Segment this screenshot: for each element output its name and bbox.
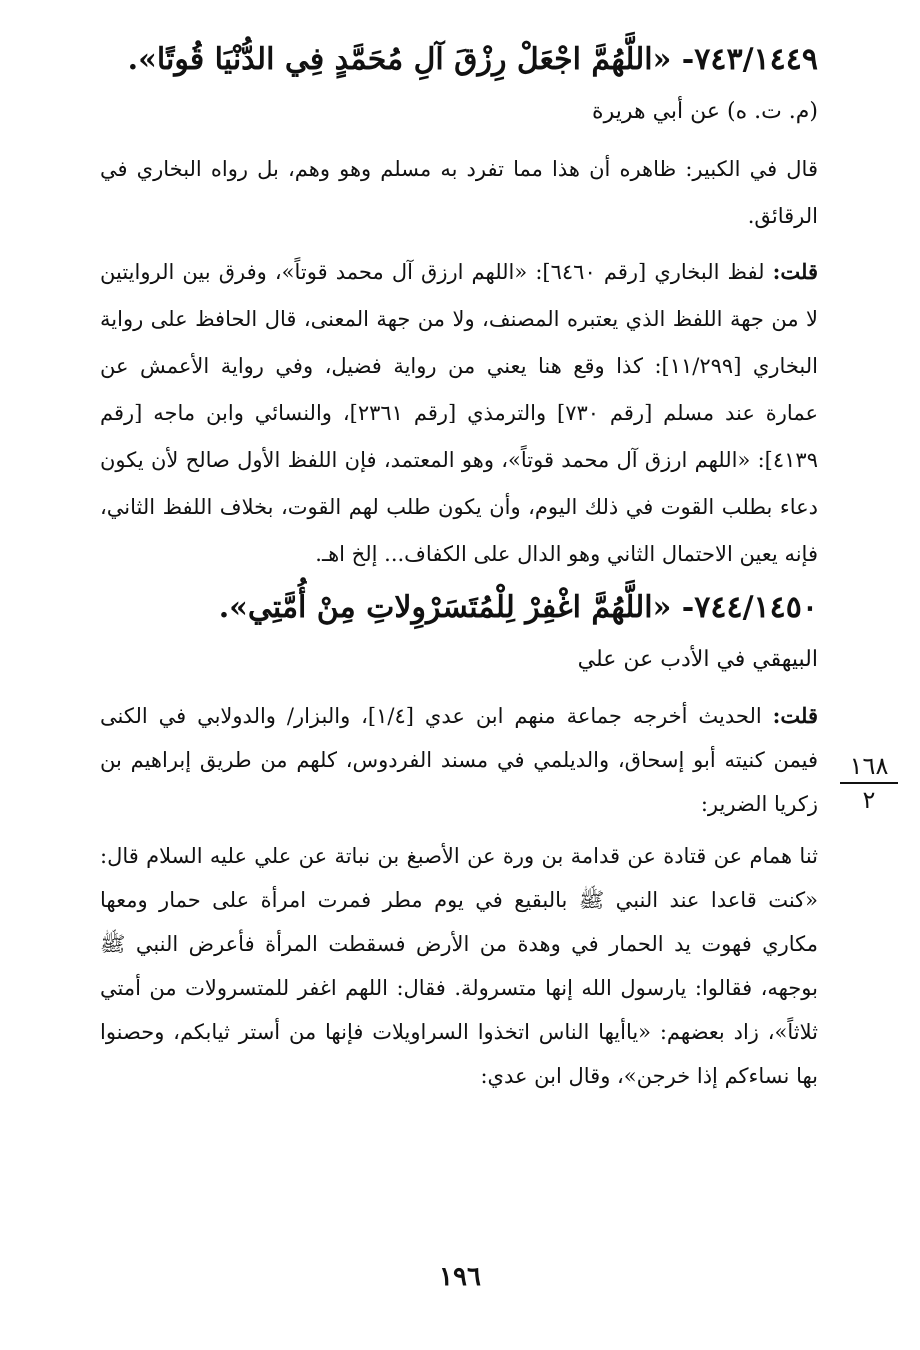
hadith-743-source: (م. ت. ه) عن أبي هريرة <box>592 99 818 124</box>
qultu-label: قلت: <box>772 703 818 728</box>
paragraph-qultu-takhrij <box>100 694 818 826</box>
margin-volume-marker <box>840 752 898 814</box>
hadith-743-heading: ٧٤٣/١٤٤٩- «اللَّهُمَّ اجْعَلْ رِزْقَ آلِ مُحَمَّدٍ فِي الدُّنْيَا قُوتًا». <box>127 42 818 77</box>
page-number: ١٩٦ <box>439 1262 481 1292</box>
margin-page-ref: ١٦٨ <box>840 752 898 784</box>
paragraph-text: الحديث أخرجه جماعة منهم ابن عدي [١/٤]، والبزار/ والدولابي في الكنى فيمن كنيته أبو إسحاق، والديلمي في مسند الفردوس، كلهم من طريق إبراهيم بن زكريا الضرير: <box>100 704 818 816</box>
hadith-744-heading: ٧٤٤/١٤٥٠- «اللَّهُمَّ اغْفِرْ لِلْمُتَسَرْوِلاتِ مِنْ أُمَّتِي». <box>218 590 818 625</box>
paragraph-qultu-bukhari <box>100 248 818 578</box>
paragraph-text: لفظ البخاري [رقم ٦٤٦٠]: «اللهم ارزق آل محمد قوتاً»، وفرق بين الروايتين لا من جهة اللفظ الذي يعتبره المصنف، ولا من جهة المعنى، قال الحافظ على رواية البخاري [١١/٢٩٩]: كذا وقع هنا يعني من رواية فضيل، وفي رواية الأعمش عن عمارة عند مسلم [رقم ٧٣٠] والترمذي [رقم ٢٣٦١]، والنسائي وابن ماجه [رقم ٤١٣٩]: «اللهم ارزق آل محمد قوتاً»، وهو المعتمد، فإن اللفظ الأول صالح لأن يكون دعاء بطلب القوت في ذلك اليوم، وأن يكون طلب لهم القوت، بخلاف اللفظ الثاني، فإنه يعين الاحتمال الثاني وهو الدال على الكفاف... إلخ اهـ. <box>100 260 818 566</box>
hadith-744-source: البيهقي في الأدب عن علي <box>577 647 818 672</box>
page-body <box>100 30 818 1340</box>
qultu-label: قلت: <box>772 259 818 284</box>
paragraph-isnad: ثنا همام عن قتادة عن قدامة بن ورة عن الأصبغ بن نباتة عن علي عليه السلام قال: «كنت قاعدا عند النبي ﷺ بالبقيع في يوم مطر فمرت امرأة على حمار ومعها مكاري فهوت يد الحمار في وهدة من الأرض فسقطت المرأة فأعرض النبي ﷺ بوجهه، فقالوا: يارسول الله إنها متسرولة. فقال: اللهم اغفر للمتسرولات من أمتي ثلاثاً»، زاد بعضهم: «ياأيها الناس اتخذوا السراويلات فإنها من أستر ثيابكم، وحصنوا بها نساءكم إذا خرجن»، وقال ابن عدي: <box>100 844 818 1088</box>
margin-volume-ref: ٢ <box>862 786 876 814</box>
paragraph-kabir: قال في الكبير: ظاهره أن هذا مما تفرد به مسلم وهو وهم، بل رواه البخاري في الرقائق. <box>100 157 818 228</box>
